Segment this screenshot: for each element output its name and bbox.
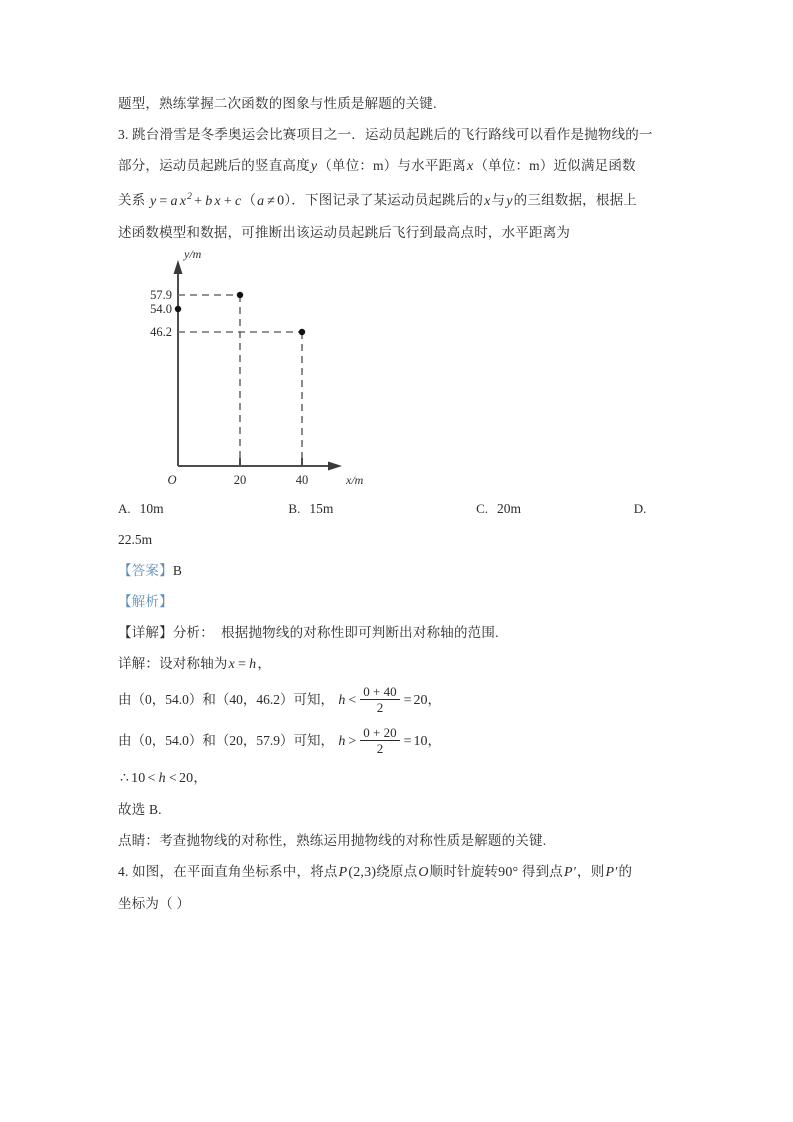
option-a[interactable]	[118, 493, 164, 524]
answer-value: B	[172, 562, 183, 578]
step1-relation: <	[348, 692, 357, 708]
variable-y: y	[310, 159, 318, 174]
conclusion-upper-bound: 20	[178, 770, 194, 786]
option-c-value: 20m	[497, 500, 522, 516]
tip-text: 考查抛物线的对称性，熟练运用抛物线的对称性质是解题的关键.	[159, 832, 547, 848]
option-d[interactable]	[634, 493, 647, 524]
point-P-prime-variable-2: P′	[605, 864, 618, 880]
question3-options-row	[118, 493, 676, 524]
formula-paren-open: （	[242, 192, 257, 208]
question4-line1-d: 得到点	[521, 863, 564, 879]
point-P-variable: P	[338, 864, 348, 880]
ytick-label-46-2: 46.2	[150, 324, 172, 339]
question4-line2: 坐标为（ ）	[118, 895, 191, 911]
question4-line1-b: 绕原点	[376, 863, 418, 879]
formula-plus-2: +	[223, 193, 232, 209]
choice-row: 故选 B.	[118, 801, 162, 817]
x-axis-label: x/m	[346, 472, 364, 487]
option-c-label: C.	[476, 500, 489, 516]
formula-a-condition: a	[257, 193, 265, 209]
formula-not-equal: ≠	[267, 193, 276, 209]
xtick-label-40: 40	[295, 472, 309, 487]
x-axis-arrowhead	[328, 461, 342, 470]
formula-coef-c: c	[234, 193, 242, 209]
step2-relation: >	[348, 733, 357, 749]
formula-zero: 0	[277, 193, 285, 209]
line3-var-x: x	[484, 193, 491, 209]
conclusion-relation-2: <	[168, 770, 177, 786]
step1-tail: ，	[427, 691, 442, 707]
solution-step2-row	[118, 721, 676, 762]
data-point-20-57-9	[237, 291, 243, 297]
ytick-label-57-9: 57.9	[150, 287, 172, 302]
option-b-value: 15m	[309, 500, 334, 516]
question3-figure	[136, 248, 376, 493]
formula-paren-close: ）．	[284, 192, 306, 208]
line3-var-y: y	[506, 193, 513, 209]
point-P-coordinates: (2,3)	[348, 864, 377, 880]
formula-x-2: x	[214, 193, 221, 209]
formula-y: y	[149, 193, 157, 209]
detail-text: 根据抛物线的对称性即可判断出对称轴的范围.	[221, 624, 499, 640]
detail-tag: 【详解】	[118, 624, 173, 640]
y-axis-label: y/m	[184, 247, 202, 261]
detail-row	[118, 617, 676, 648]
solution-label: 详解：设对称轴为	[118, 655, 228, 671]
tip-label: 点睛：	[118, 832, 160, 848]
therefore-symbol: ∴	[120, 770, 130, 786]
option-c[interactable]	[476, 493, 521, 524]
option-b-label: B.	[288, 500, 301, 516]
step1-fraction	[360, 684, 399, 715]
data-point-0-54-0	[175, 305, 181, 311]
question3-line3-a: 关系	[118, 192, 146, 208]
question3-line3	[118, 182, 676, 217]
option-d-value: 22.5m	[118, 531, 153, 547]
question3-option-d-value-row	[118, 524, 676, 555]
y-axis-arrowhead	[174, 260, 183, 274]
formula-coef-b: b	[205, 193, 213, 209]
question3-line3-c: 与	[491, 192, 506, 208]
xtick-label-20: 20	[233, 472, 247, 487]
formula-coef-a: a	[170, 193, 178, 209]
option-a-label: A.	[118, 500, 131, 516]
question4-line1	[118, 856, 676, 888]
question4-line1-c: 顺时针旋转	[429, 863, 499, 879]
question4-line1-e: ，则	[577, 863, 605, 879]
solution-comma: ，	[257, 655, 272, 671]
rotation-angle: 90°	[498, 864, 519, 880]
question3-line3-d: 的三组数据，根据上	[513, 192, 637, 208]
question4-number: 4.	[118, 863, 129, 879]
option-d-label: D.	[633, 500, 647, 516]
step1-lead: 由（0，54.0）和（40，46.2）可知，	[118, 691, 334, 707]
variable-x: x	[466, 159, 474, 174]
analysis-row	[118, 586, 676, 617]
option-d-value-wrap[interactable]	[118, 524, 152, 555]
analysis-tag: 【解析】	[118, 593, 173, 609]
scatter-plot-svg	[136, 248, 376, 493]
step2-numerator: 0 + 20	[360, 725, 399, 741]
option-a-value: 10m	[139, 500, 164, 516]
solution-equals: =	[238, 656, 247, 672]
option-b[interactable]	[288, 493, 333, 524]
question4-line1-f: 的	[618, 863, 633, 879]
step2-fraction	[360, 725, 399, 756]
conclusion-relation-1: <	[147, 770, 156, 786]
page-content	[118, 88, 676, 919]
solution-step1-row	[118, 680, 676, 721]
origin-label: O	[167, 472, 177, 487]
step1-result: 20	[413, 692, 428, 708]
question3-line4: 述函数模型和数据，可推断出该运动员起跳后飞行到最高点时，水平距离为	[118, 224, 571, 240]
conclusion-tail: ，	[193, 769, 208, 785]
previous-problem-tail: 题型，熟练掌握二次函数的图象与性质是解题的关键.	[118, 96, 437, 111]
tip-row	[118, 825, 676, 856]
solution-setup-row	[118, 648, 676, 680]
conclusion-lower-bound: 10	[131, 770, 146, 786]
formula-equals: =	[159, 193, 168, 209]
question3-number: 3.	[118, 127, 129, 142]
step1-numerator: 0 + 40	[360, 684, 399, 700]
step1-denominator: 2	[376, 699, 384, 715]
origin-O-variable: O	[418, 864, 429, 880]
detail-prefix: 分析：	[172, 624, 214, 640]
step2-lead: 由（0，54.0）和（20，57.9）可知，	[118, 732, 334, 748]
solution-var-h: h	[249, 656, 257, 672]
question3-line2	[118, 150, 676, 182]
conclusion-variable: h	[158, 770, 166, 786]
question4-line1-a: 如图，在平面直角坐标系中，将点	[132, 863, 338, 879]
question3-line1	[118, 119, 676, 150]
formula-x: x	[179, 193, 187, 209]
question3-line2-b: （单位：m）与水平距离	[318, 158, 466, 173]
question3-line2-c: （单位：m）近似满足函数	[474, 158, 636, 173]
question3-line2-a: 部分，运动员起跳后的竖直高度	[118, 158, 310, 173]
formula-exponent: 2	[187, 192, 193, 202]
data-point-40-46-2	[299, 328, 305, 334]
point-P-prime-variable: P′	[564, 864, 577, 880]
ytick-label-54-0: 54.0	[150, 301, 172, 316]
step2-equals: =	[403, 733, 412, 749]
step1-equals: =	[403, 692, 412, 708]
answer-row	[118, 555, 676, 586]
step2-tail: ，	[427, 732, 442, 748]
solution-var-x: x	[228, 656, 236, 672]
question3-line1-text: 跳台滑雪是冬季奥运会比赛项目之一．运动员起跳后的飞行路线可以看作是抛物线的一	[132, 127, 653, 142]
formula-plus-1: +	[194, 193, 203, 209]
step2-var-h: h	[338, 733, 346, 749]
conclusion-row	[118, 762, 676, 794]
step2-denominator: 2	[376, 740, 384, 756]
answer-tag: 【答案】	[118, 562, 173, 578]
question3-line3-b: 下图记录了某运动员起跳后的	[305, 192, 484, 208]
step1-var-h: h	[338, 692, 346, 708]
step2-result: 10	[413, 733, 428, 749]
